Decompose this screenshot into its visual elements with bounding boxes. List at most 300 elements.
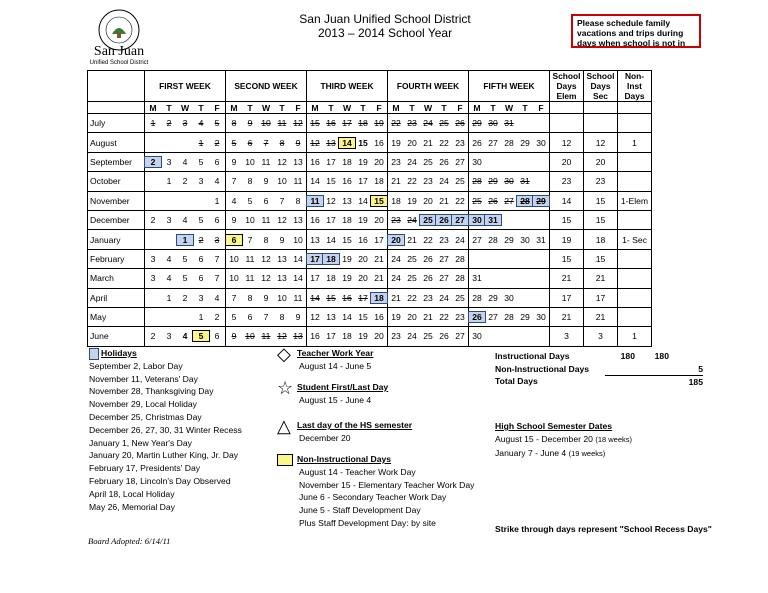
day-number: 21 <box>423 137 433 148</box>
school-days-elem: 17 <box>550 288 584 307</box>
week-cell <box>307 307 388 326</box>
day-number: 15 <box>342 234 352 245</box>
day-number: 15 <box>358 312 368 323</box>
week-cell <box>145 210 226 229</box>
school-days-non <box>618 307 652 326</box>
day-number: 13 <box>326 312 336 323</box>
week-cell <box>469 191 550 210</box>
day-number: 4 <box>231 195 237 206</box>
school-days-elem: 23 <box>550 172 584 191</box>
week-cell <box>469 133 550 152</box>
holiday-item: December 26, 27, 30, 31 Winter Recess <box>89 424 242 435</box>
day-number: 21 <box>391 176 401 187</box>
school-days-sec <box>584 114 618 133</box>
student-legend: ☆ Student First/Last Day August 15 - June 4 <box>277 377 389 405</box>
week-cell <box>469 152 550 171</box>
day-number: 6 <box>214 156 220 167</box>
day-number: 4 <box>214 176 220 187</box>
day-number: 8 <box>247 176 253 187</box>
day-letters <box>307 102 388 114</box>
day-number: 28 <box>455 253 465 264</box>
week-cell <box>388 307 469 326</box>
school-days-sec: 3 <box>584 327 618 346</box>
day-number <box>533 118 549 128</box>
day-number: 29 <box>504 234 514 245</box>
holiday-item: September 2, Labor Day <box>89 360 183 371</box>
day-letter: W <box>504 102 514 113</box>
day-number: 28 <box>472 292 482 303</box>
week-cell <box>307 133 388 152</box>
day-number: 20 <box>407 312 417 323</box>
day-number: 22 <box>455 195 465 206</box>
school-days-elem: 3 <box>550 327 584 346</box>
school-days-non: 1-Elem <box>618 191 652 210</box>
day-number <box>177 138 193 148</box>
week-cell <box>469 288 550 307</box>
month-name: June <box>88 327 145 346</box>
day-number: 4 <box>198 118 204 129</box>
non-instructional-days-value: 5 <box>698 363 703 374</box>
day-number: 19 <box>358 156 368 167</box>
week-cell <box>226 269 307 288</box>
month-name: February <box>88 249 145 268</box>
school-days-non: 1- Sec <box>618 230 652 249</box>
month-row <box>88 327 652 346</box>
day-number: 2 <box>214 312 220 323</box>
day-number: 26 <box>423 253 433 264</box>
day-number: 28 <box>504 137 514 148</box>
day-number: 21 <box>439 195 449 206</box>
day-number: 11 <box>245 253 255 264</box>
day-number: 31 <box>504 118 514 129</box>
day-number: 21 <box>407 234 417 245</box>
school-days-elem: 21 <box>550 269 584 288</box>
school-days-elem: 15 <box>550 210 584 229</box>
day-number: 6 <box>214 215 220 226</box>
day-number: 10 <box>261 118 271 129</box>
week-header-first: FIRST WEEK <box>145 71 226 102</box>
day-number <box>193 196 209 206</box>
day-number: 25 <box>423 331 433 342</box>
day-number: 25 <box>455 292 465 303</box>
day-number: 12 <box>326 195 336 206</box>
day-number: 21 <box>423 312 433 323</box>
day-number: 7 <box>214 253 220 264</box>
day-number: 30 <box>472 156 482 167</box>
day-number: 15 <box>310 118 320 129</box>
day-number: 23 <box>423 292 433 303</box>
yellow-box-icon <box>277 454 293 466</box>
day-number: 2 <box>182 292 188 303</box>
week-cell <box>388 249 469 268</box>
week-cell <box>388 191 469 210</box>
month-name: April <box>88 288 145 307</box>
day-number: 4 <box>182 156 188 167</box>
week-cell <box>388 152 469 171</box>
day-number <box>533 215 549 225</box>
semester-line-1: August 15 - December 20 (18 weeks) <box>495 433 633 444</box>
day-number: 17 <box>374 234 384 245</box>
day-letter: W <box>261 102 271 113</box>
month-name: July <box>88 114 145 133</box>
week-header-second: SECOND WEEK <box>226 71 307 102</box>
school-days-non <box>618 152 652 171</box>
day-number <box>161 138 177 148</box>
school-days-sec: 15 <box>584 210 618 229</box>
school-days-sec: 20 <box>584 152 618 171</box>
day-number: 31 <box>520 176 530 187</box>
day-number <box>533 331 549 341</box>
triangle-icon: △ <box>277 415 291 436</box>
school-days-non <box>618 210 652 229</box>
month-row <box>88 230 652 249</box>
month-name: December <box>88 210 145 229</box>
day-number: 23 <box>391 156 401 167</box>
day-number: 12 <box>310 137 320 148</box>
day-number: 8 <box>247 292 253 303</box>
day-number: 13 <box>277 273 287 284</box>
day-number: 18 <box>342 215 352 226</box>
total-days-value: 185 <box>605 375 703 389</box>
day-number <box>517 215 533 225</box>
week-cell <box>226 288 307 307</box>
day-number: 14 <box>339 138 355 148</box>
day-number: 7 <box>231 176 237 187</box>
day-number: 29 <box>520 312 530 323</box>
strike-note: Strike through days represent "School Recess Days" <box>495 524 712 534</box>
diamond-icon: ◇ <box>277 343 291 364</box>
day-number: 21 <box>374 253 384 264</box>
semester-dates <box>495 420 632 460</box>
noninst-item: Plus Staff Development Day: by site <box>299 517 436 528</box>
holiday-item: November 28, Thanksgiving Day <box>89 386 214 397</box>
day-number: 13 <box>277 253 287 264</box>
school-days-elem <box>550 114 584 133</box>
day-number <box>177 196 193 206</box>
day-number <box>145 235 161 245</box>
week-cell <box>145 327 226 346</box>
day-number: 20 <box>358 253 368 264</box>
day-number <box>145 138 161 148</box>
day-number <box>145 312 161 322</box>
day-letter: T <box>198 102 204 113</box>
day-number: 26 <box>423 273 433 284</box>
day-number: 25 <box>423 156 433 167</box>
week-cell <box>469 307 550 326</box>
day-number: 17 <box>358 176 368 187</box>
week-cell <box>388 133 469 152</box>
day-number: 19 <box>358 215 368 226</box>
day-number: 31 <box>472 273 482 284</box>
day-number: 28 <box>455 273 465 284</box>
week-cell <box>307 230 388 249</box>
day-letter: W <box>180 102 190 113</box>
day-number: 7 <box>214 273 220 284</box>
month-name: March <box>88 269 145 288</box>
day-number: 24 <box>391 253 401 264</box>
school-days-sec: 15 <box>584 191 618 210</box>
week-cell <box>307 152 388 171</box>
school-days-sec: 12 <box>584 133 618 152</box>
day-number: 15 <box>326 292 336 303</box>
day-number: 25 <box>407 273 417 284</box>
day-number <box>501 157 517 167</box>
month-name: September <box>88 152 145 171</box>
day-number: 20 <box>374 156 384 167</box>
week-cell <box>226 249 307 268</box>
day-number: 13 <box>293 156 303 167</box>
week-cell <box>226 210 307 229</box>
noninst-item: August 14 - Teacher Work Day <box>299 466 416 477</box>
day-number: 27 <box>455 156 465 167</box>
day-number: 23 <box>455 137 465 148</box>
week-cell <box>226 133 307 152</box>
day-number: 16 <box>342 176 352 187</box>
month-row <box>88 133 652 152</box>
day-number <box>501 215 517 225</box>
week-cell <box>307 288 388 307</box>
day-number: 3 <box>214 234 220 245</box>
day-number: 24 <box>407 215 417 226</box>
day-number: 17 <box>358 292 368 303</box>
day-number: 15 <box>326 176 336 187</box>
day-number <box>485 157 501 167</box>
day-number: 5 <box>198 215 204 226</box>
month-row <box>88 288 652 307</box>
week-header-fourth: FOURTH WEEK <box>388 71 469 102</box>
week-cell <box>226 114 307 133</box>
day-number: ★ 15 <box>355 138 371 148</box>
day-number: 13 <box>310 234 320 245</box>
vacation-notice: Please schedule family vacations and trips during days when school is not in <box>571 14 701 48</box>
month-name: August <box>88 133 145 152</box>
noninst-item: June 6 - Secondary Teacher Work Day <box>299 492 447 503</box>
day-number: 10 <box>229 273 239 284</box>
day-number: 10 <box>229 253 239 264</box>
school-days-sec: 21 <box>584 269 618 288</box>
day-letter-row <box>88 102 652 114</box>
day-number: 30 <box>504 292 514 303</box>
week-cell <box>145 249 226 268</box>
day-number: 2 <box>150 331 156 342</box>
instructional-days-label: Instructional Days <box>495 351 570 361</box>
day-number: 8 <box>279 312 285 323</box>
day-number <box>145 176 161 186</box>
day-number: 20 <box>358 273 368 284</box>
day-number: 2 <box>145 157 161 167</box>
sum-header-spacer <box>584 102 618 114</box>
day-number: 17 <box>326 331 336 342</box>
week-cell <box>388 269 469 288</box>
day-number: 3 <box>198 292 204 303</box>
day-number: 9 <box>263 176 269 187</box>
day-number: 7 <box>263 137 269 148</box>
day-number: 18 <box>342 156 352 167</box>
school-days-non <box>618 269 652 288</box>
day-number: 14 <box>342 312 352 323</box>
month-row <box>88 114 652 133</box>
month-row <box>88 210 652 229</box>
day-letter: F <box>295 102 301 113</box>
day-letters <box>226 102 307 114</box>
day-number: 26 <box>488 195 498 206</box>
week-cell <box>469 230 550 249</box>
day-number: 8 <box>279 137 285 148</box>
week-header-fifth: FIFTH WEEK <box>469 71 550 102</box>
day-number: 12 <box>277 331 287 342</box>
day-number <box>533 157 549 167</box>
day-number: 27 <box>439 273 449 284</box>
day-number: 8 <box>295 195 301 206</box>
school-days-sec: 17 <box>584 288 618 307</box>
day-number: 7 <box>231 292 237 303</box>
sum-header-spacer <box>618 102 652 114</box>
day-number: 7 <box>263 312 269 323</box>
day-number: 24 <box>439 292 449 303</box>
school-days-sec: 23 <box>584 172 618 191</box>
day-number: 16 <box>310 331 320 342</box>
day-number: 4 <box>214 292 220 303</box>
semester-title: High School Semester Dates <box>495 421 613 431</box>
day-number: 6 <box>198 253 204 264</box>
week-cell <box>388 210 469 229</box>
day-number: 29 <box>520 137 530 148</box>
day-number: 1 <box>166 292 172 303</box>
school-days-non <box>618 172 652 191</box>
day-number: 11 <box>261 215 271 226</box>
day-number: 10 <box>245 331 255 342</box>
day-number: 7 <box>279 195 285 206</box>
day-number: 2 <box>198 234 204 245</box>
day-number: 9 <box>231 215 237 226</box>
school-days-non <box>618 288 652 307</box>
day-number: 11 <box>261 331 271 342</box>
day-number <box>517 157 533 167</box>
day-number: 5 <box>182 253 188 264</box>
day-letters <box>469 102 550 114</box>
day-number <box>485 331 501 341</box>
month-row <box>88 172 652 191</box>
day-number: 26 <box>472 137 482 148</box>
day-number: 26 <box>436 215 452 225</box>
day-number <box>485 273 501 283</box>
day-number: 24 <box>407 331 417 342</box>
day-number <box>501 331 517 341</box>
blue-box-icon <box>89 348 99 360</box>
day-number: 11 <box>307 196 323 206</box>
week-cell <box>469 172 550 191</box>
holiday-item: April 18, Local Holiday <box>89 488 175 499</box>
day-letter: F <box>214 102 220 113</box>
day-number: 19 <box>391 137 401 148</box>
week-cell <box>307 114 388 133</box>
day-letter: M <box>392 102 400 113</box>
month-row <box>88 249 652 268</box>
day-number: 4 <box>182 215 188 226</box>
page-title <box>260 12 510 40</box>
week-cell <box>145 269 226 288</box>
header-school-days-sec: School Days Sec <box>584 71 618 102</box>
day-number: 20 <box>423 195 433 206</box>
day-number: 25 <box>455 176 465 187</box>
day-number: 12 <box>293 118 303 129</box>
day-number: 24 <box>423 118 433 129</box>
week-cell <box>307 210 388 229</box>
day-number: 10 <box>245 156 255 167</box>
title-line-2: 2013 – 2014 School Year <box>317 26 453 40</box>
day-number: 30 <box>504 176 514 187</box>
day-number: 19 <box>342 253 352 264</box>
school-days-non <box>618 114 652 133</box>
day-number: 14 <box>310 176 320 187</box>
holiday-item: January 1, New Year's Day <box>89 437 192 448</box>
day-number: 18 <box>391 195 401 206</box>
week-cell <box>145 288 226 307</box>
day-number: 26 <box>439 331 449 342</box>
day-number <box>533 273 549 283</box>
holiday-list <box>89 360 242 514</box>
totals-block <box>495 350 703 389</box>
day-number: 16 <box>310 215 320 226</box>
day-number: 16 <box>374 312 384 323</box>
day-letter: T <box>279 102 285 113</box>
week-cell <box>226 152 307 171</box>
day-number: 16 <box>310 156 320 167</box>
day-number: 9 <box>263 292 269 303</box>
day-number <box>517 293 533 303</box>
day-letter: W <box>423 102 433 113</box>
day-number: 12 <box>277 156 287 167</box>
day-letter: T <box>247 102 253 113</box>
week-cell <box>226 191 307 210</box>
day-number: 1 <box>198 137 204 148</box>
day-number: 3 <box>166 156 172 167</box>
week-cell <box>226 230 307 249</box>
title-line-1: San Juan Unified School District <box>299 12 471 26</box>
day-number: 16 <box>374 137 384 148</box>
day-number: 3 <box>198 176 204 187</box>
week-cell <box>388 327 469 346</box>
day-number: 27 <box>488 312 498 323</box>
day-number: 5 <box>214 118 220 129</box>
day-number <box>177 312 193 322</box>
day-number: 1 <box>177 235 193 245</box>
week-cell <box>307 249 388 268</box>
day-number: 6 <box>263 195 269 206</box>
week-cell <box>469 269 550 288</box>
day-number: 9 <box>279 234 285 245</box>
day-number: 30 <box>536 312 546 323</box>
day-number: 20 <box>388 235 404 245</box>
day-number: 3 <box>150 253 156 264</box>
day-number: 1 <box>198 312 204 323</box>
day-number: 23 <box>407 118 417 129</box>
day-number: 29 <box>488 292 498 303</box>
day-number: 7 <box>247 234 253 245</box>
day-number: 2 <box>182 176 188 187</box>
day-number: 25 <box>407 253 417 264</box>
day-number <box>533 293 549 303</box>
logo-subtitle: Unified School District <box>89 60 149 66</box>
day-number: 24 <box>439 176 449 187</box>
day-number: 20 <box>407 137 417 148</box>
week-cell <box>388 172 469 191</box>
day-number: 14 <box>326 234 336 245</box>
week-cell <box>226 327 307 346</box>
day-number: 18 <box>358 118 368 129</box>
day-number: 12 <box>261 273 271 284</box>
instructional-days-sec: 180 <box>654 351 669 361</box>
